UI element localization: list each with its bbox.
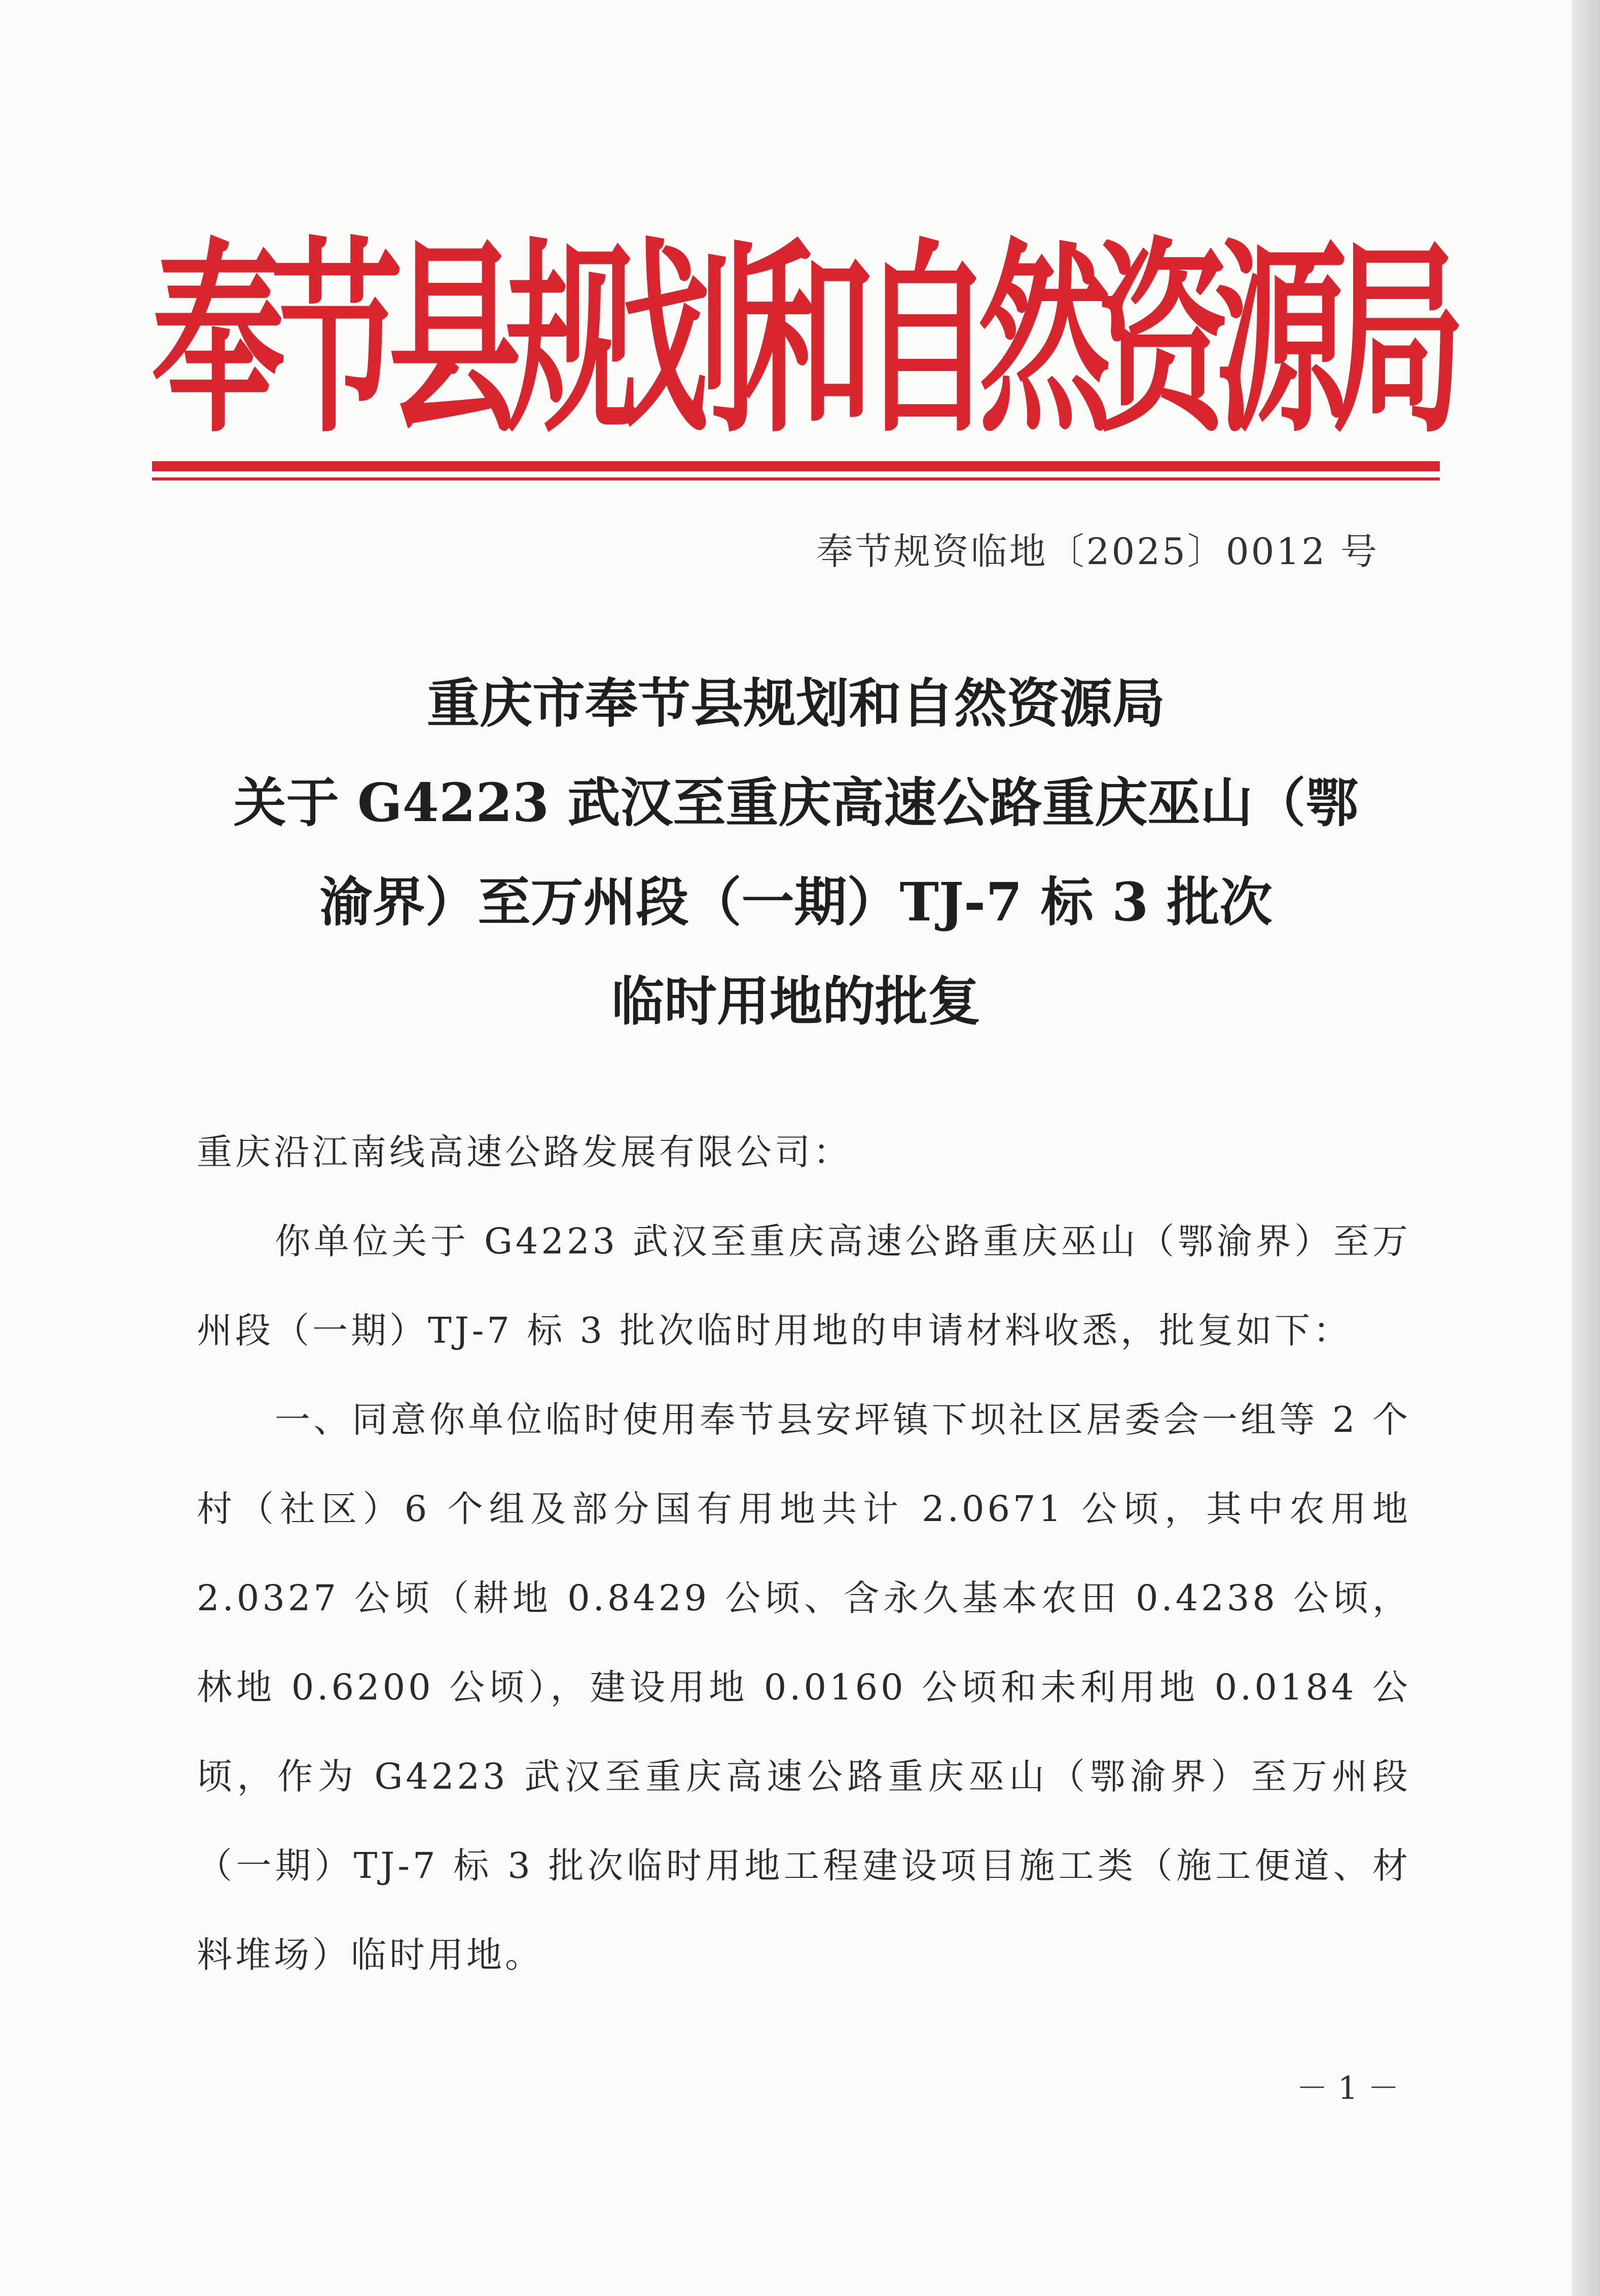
- document-title: [152, 654, 1440, 1051]
- page-edge-shadow: [1572, 0, 1600, 2296]
- letterhead-char: 规: [506, 218, 639, 461]
- body-paragraph: 一、同意你单位临时使用奉节县安坪镇下坝社区居委会一组等 2 个村（社区）6 个组及部分国有用地共计 2.0671 公顷，其中农用地 2.0327 公顷（耕地 0.8429 公顷、含永久基本农田 0.4238 公顷，林地 0.6200 公顷），建设用地 0.0160 公顷和未利用地 0.0184 公顷，作为 G4223 武汉至重庆高速公路重庆巫山（鄂渝界）至万州段（一期）TJ-7 标 3 批次临时用地工程建设项目施工类（施工便道、材料堆场）临时用地。: [197, 1399, 1411, 1976]
- page-number: － 1 －: [1296, 2069, 1399, 2106]
- letterhead-char: 源: [1214, 218, 1348, 461]
- letterhead-char: 资: [1096, 218, 1229, 461]
- letterhead-char: 划: [624, 218, 757, 461]
- letterhead-char: 局: [1332, 218, 1465, 461]
- title-line: 渝界）至万州段（一期）TJ-7 标 3 批次: [319, 871, 1272, 933]
- letterhead-char: 和: [742, 218, 875, 461]
- letterhead-char: 节: [270, 218, 403, 461]
- body-paragraph: 你单位关于 G4223 武汉至重庆高速公路重庆巫山（鄂渝界）至万州段（一期）TJ-7 标 3 批次临时用地的申请材料收悉，批复如下：: [197, 1220, 1411, 1351]
- letterhead-agency-name: [152, 151, 1465, 528]
- title-line: 临时用地的批复: [611, 970, 980, 1032]
- letterhead-char: 奉: [152, 218, 285, 461]
- letterhead-char: 然: [978, 218, 1111, 461]
- letterhead-divider-thin: [152, 477, 1440, 480]
- salutation: 重庆沿江南线高速公路发展有限公司：: [197, 1131, 852, 1173]
- letterhead-char: 自: [860, 218, 993, 461]
- document-number: 奉节规资临地〔2025〕0012 号: [816, 530, 1379, 573]
- document-body: [197, 1107, 1411, 1999]
- title-line: 关于 G4223 武汉至重庆高速公路重庆巫山（鄂: [233, 771, 1359, 834]
- letterhead-char: 县: [388, 218, 521, 461]
- letterhead-divider: [152, 461, 1440, 471]
- title-line: 重庆市奉节县规划和自然资源局: [426, 672, 1165, 734]
